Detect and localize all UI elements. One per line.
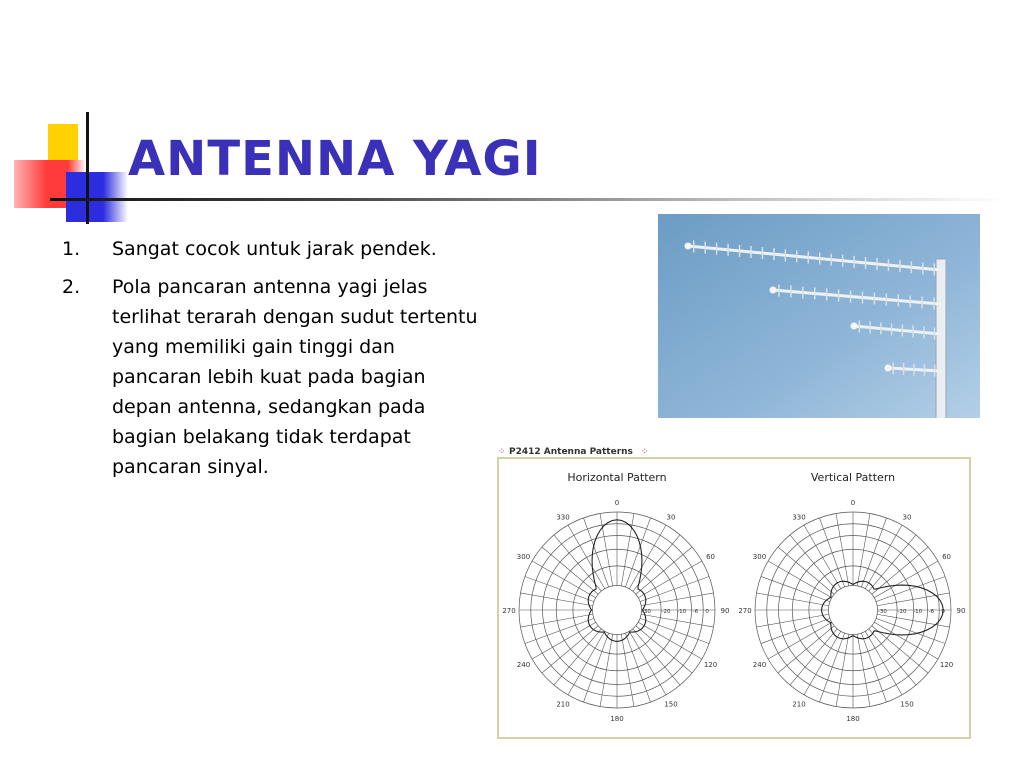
angle-label: 150	[664, 700, 678, 709]
angle-label: 60	[706, 553, 715, 561]
decor-blue-square	[66, 172, 128, 222]
list-item-number: 1.	[62, 238, 81, 260]
angle-label: 180	[846, 715, 860, 723]
angle-label: 90	[956, 607, 966, 615]
decor-vertical-line	[86, 112, 89, 224]
db-label: -30	[641, 609, 651, 615]
angle-label: 90	[720, 607, 730, 615]
antenna-pattern-figure	[495, 440, 975, 740]
figure-header: P2412 Antenna Patterns	[509, 447, 633, 457]
list-item-text: Sangat cocok untuk jarak pendek.	[112, 238, 437, 260]
angle-label: 270	[502, 607, 516, 615]
angle-label: 120	[703, 661, 718, 669]
angle-label: 60	[942, 553, 951, 561]
angle-label: 0	[614, 499, 620, 507]
angle-label: 300	[752, 553, 767, 561]
angle-label: 330	[556, 513, 570, 522]
angle-label: 300	[516, 553, 531, 561]
list-item	[62, 272, 482, 482]
bullet-list	[62, 234, 482, 490]
angle-label: 270	[738, 607, 752, 615]
title-underline	[50, 198, 1008, 201]
db-label: -6	[928, 609, 935, 615]
list-item-text: Pola pancaran antenna yagi jelas terlihat terarah dengan sudut tertentu yang memiliki gain tinggi dan pancaran lebih kuat pada bagian depan antenna, sedangkan pada bagian belakang tidak terdapat pancaran sinyal.	[112, 276, 478, 478]
db-label: -20	[897, 609, 907, 615]
yagi-antenna-photo	[658, 214, 980, 418]
angle-label: 120	[939, 661, 954, 669]
angle-label: 210	[792, 700, 806, 709]
header-icon-right: ⁘	[641, 447, 649, 457]
header-icon-left: ⁘	[498, 447, 506, 457]
angle-label: 240	[752, 661, 767, 669]
slide-title: ANTENNA YAGI	[128, 131, 542, 187]
list-item	[62, 234, 482, 264]
db-label: -30	[877, 609, 887, 615]
angle-label: 330	[792, 513, 806, 522]
angle-label: 240	[516, 661, 531, 669]
list-item-number: 2.	[62, 276, 81, 298]
db-label: -10	[913, 609, 923, 615]
angle-label: 180	[610, 715, 624, 723]
angle-label: 30	[902, 513, 912, 522]
angle-label: 0	[850, 499, 856, 507]
db-label: 0	[941, 609, 945, 615]
horizontal-pattern-title: Horizontal Pattern	[567, 471, 667, 484]
decor-yellow-square	[48, 124, 78, 160]
db-label: -6	[692, 609, 699, 615]
angle-label: 30	[666, 513, 676, 522]
vertical-pattern-title: Vertical Pattern	[810, 471, 896, 484]
db-label: -20	[661, 609, 671, 615]
angle-label: 210	[556, 700, 570, 709]
db-label: 0	[705, 609, 709, 615]
angle-label: 150	[900, 700, 914, 709]
db-label: -10	[677, 609, 687, 615]
